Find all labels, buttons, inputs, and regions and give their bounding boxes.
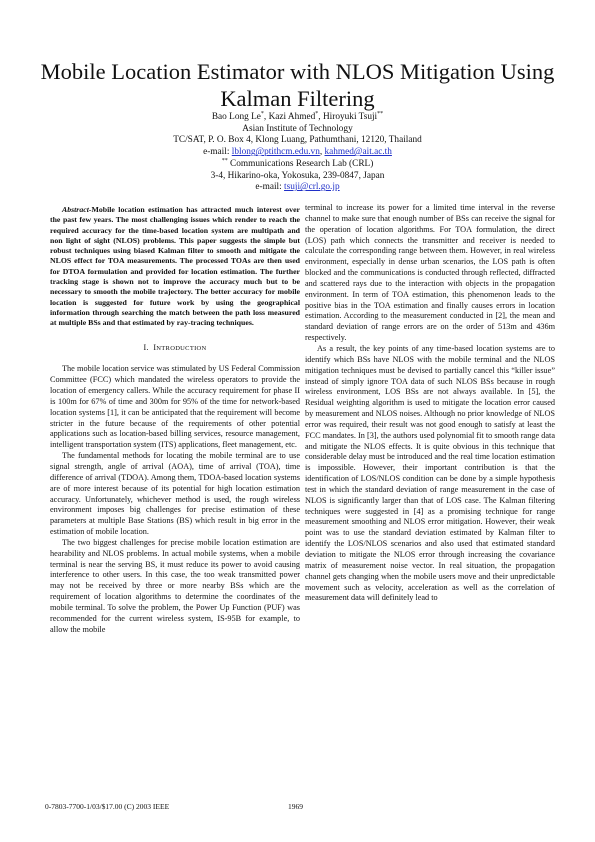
- affiliation-1-email: e-mail: lblong@ptithcm.edu.vn, kahmed@ait.ac.th: [203, 147, 392, 158]
- email-link-1[interactable]: lblong@ptithcm.edu.vn: [231, 147, 320, 158]
- affiliation-1-name: Asian Institute of Technology: [242, 123, 353, 134]
- section-heading-introduction: I. INTRODUCTION: [143, 342, 207, 352]
- abstract-text: Mobile location estimation has attracted much interest over the past few years. The most challenging issues which render to reach the required accuracy for the time-based location system are multipath and non light of sight (NLOS) problems. This paper suggests the simple but robust techniques using biased Kalman filter to smooth and mitigate the NLOS effect for TOA measurements. The processed TOAs are then used for DTOA formulation and provided for location estimation. The further tracking stage is shown not to improve the accuracy much but to be necessary to smooth the mobile trajectory. The better accuracy for mobile location is suggested for future work by using the geographical information through searching the match between the path loss measured at multiple BSs and that estimated by ray-tracing techniques.: [50, 205, 300, 328]
- left-column: [50, 205, 300, 636]
- paragraph: As a result, the key points of any time-based location systems are to identify which BSs have NLOS with the mobile terminal and the NLOS mitigation techniques must be devised to partially cancel this “killer issue” instead of simply ignore TOA data of such NLOS BSs because in rough wireless environment, LOS BSs are not always available. In [5], the Residual weighting algorithm is used to mitigate the location error caused by measurement and NLOS noises. Although no prior knowledge of NLOS error was required, their result was not good enough to satisfy at least the FCC mandates. In [3], the authors used polynomial fit to smooth range data and mitigate the NLOS effects. It is quite obvious in this technique that considerable delay must be introduced and the real time location estimation is impossible. However, their important contribution is that the identification of LOS/NLOS condition can be done by a simple hypothesis test in which the standard deviation of range measurement in the case of NLOS is significantly larger than that of LOS case. The Kalman filtering techniques were suggested in [4] as a promising technique for range measurement smoothing and NLOS error mitigation. However, their weak point was to use the standard deviation estimated by Kalman filter to identify the LOS/NLOS scenarios and also used that estimated standard deviation to mitigate the NLOS error through increasing the covariance matrix of measurement noise vector. In real situation, the propagation channel gets changing when the mobile users move and their unpredictable movement such as velocity, acceleration as well as the correlation of measurement data will definitely lead to: [305, 343, 555, 603]
- page-number: 1969: [288, 802, 303, 811]
- abstract: [50, 205, 300, 329]
- affiliation-2-name: ** Communications Research Lab (CRL): [221, 157, 374, 169]
- author-names: Bao Long Le*, Kazi Ahmed*, Hiroyuki Tsuji**: [211, 110, 384, 122]
- affiliation-1-address: TC/SAT, P. O. Box 4, Klong Luang, Pathumthani, 12120, Thailand: [173, 135, 422, 146]
- email-link-2[interactable]: kahmed@ait.ac.th: [324, 147, 392, 158]
- paragraph: terminal to increase its power for a limited time interval in the reverse channel to make sure that enough number of BSs can receive the signal for the operation of location algorithms. For TOA formulation, the direct (LOS) path which connects the transmitter and receiver is needed to calculate the corresponding range between them. However, in real wireless environment, especially in dense urban scenarios, the LOS path is often blocked and the communications is conducted through reflected, diffracted and scattered rays due to the interaction with objects in the propagation environment. In term of TOA estimation, this phenomenon leads to the positive bias in the TOA estimation and finally causes errors in location estimation. According to the measurement conducted in [2], the mean and standard deviation of range errors are on the order of 513m and 436m respectively.: [305, 203, 555, 343]
- affiliation-2-address: 3-4, Hikarino-oka, Yokosuka, 239-0847, Japan: [210, 170, 385, 181]
- paper-title: Mobile Location Estimator with NLOS Mitigation Using Kalman Filtering: [40, 59, 555, 111]
- paragraph: The fundamental methods for locating the mobile terminal are to use signal strength, angle of arrival (AOA), time of arrival (TOA), time difference of arrival (TDOA). Among them, TDOA-based location systems are of more interest because of its potential for high location estimation accuracy. Unfortunately, whichever method is used, the rough wireless environment imposes big challenges for precise estimation of these parameters at multiple Base Stations (BS) which result in big error in the estimation of mobile location.: [50, 451, 300, 537]
- author-block: [40, 112, 555, 194]
- right-column: [305, 203, 555, 604]
- footer-copyright: 0-7803-7700-1/03/$17.00 (C) 2003 IEEE: [45, 802, 170, 811]
- email-link-3[interactable]: tsuji@crl.go.jp: [284, 182, 340, 193]
- abstract-label: Abstract-: [62, 205, 92, 214]
- paragraph: The two biggest challenges for precise mobile location estimation are hearability and NLOS problems. In actual mobile systems, when a mobile terminal is near the serving BS, it must reduce its power to avoid causing interference to other users. In this case, the too weak transmitted power may not be received by three or more nearby BSs which are the requirement of location algorithms to determine the coordinates of the mobile terminal. To solve the problem, the Power Up Function (PUF) was recommended for the current wireless system, IS-95B for example, to allow the mobile: [50, 537, 300, 634]
- affiliation-2-email: e-mail: tsuji@crl.go.jp: [255, 182, 340, 193]
- paragraph: The mobile location service was stimulated by US Federal Commission Committee (FCC) which mandated the wireless operators to provide the location of emergency callers. While the accuracy requirement for phase II is 100m for 67% of time and 300m for 95% of the time for network-based location systems [1], it can be anticipated that the requirement will become stricter in the future because of the requirements of other potential applications such as location-based billing services, resource management, intelligent transportation system (ITS) applications, fleet management, etc.: [50, 364, 300, 450]
